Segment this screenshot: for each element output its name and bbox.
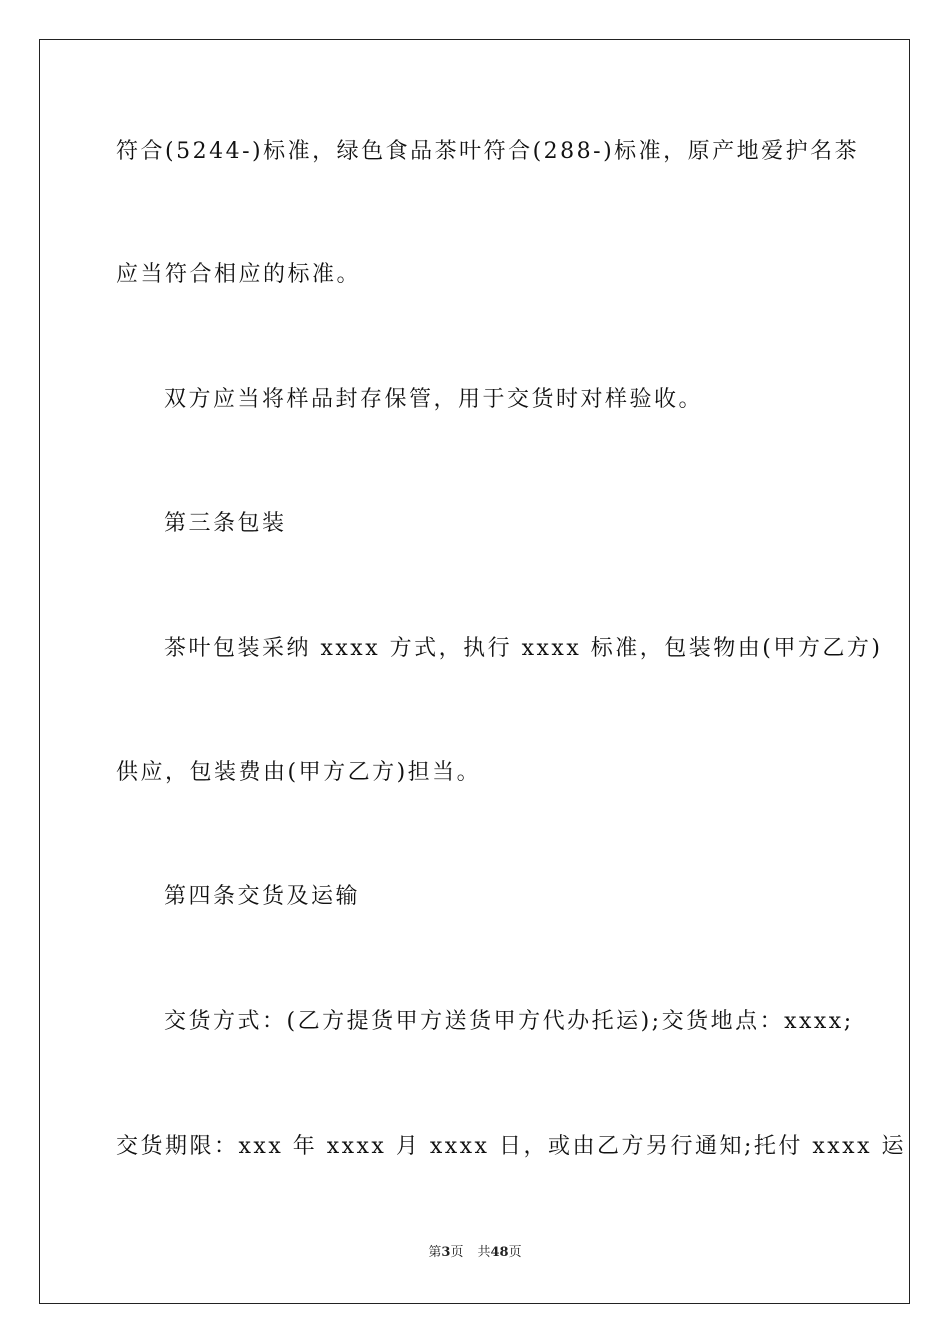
paragraph-line-5: 茶叶包装采纳 xxxx 方式，执行 xxxx 标准，包装物由(甲方乙方) xyxy=(164,636,883,661)
paragraph-line-9: 交货期限：xxx 年 xxxx 月 xxxx 日，或由乙方另行通知;托付 xxxx 运 xyxy=(116,1134,906,1159)
paragraph-line-3: 双方应当将样品封存保管，用于交货时对样验收。 xyxy=(164,387,704,412)
total-pages: 48 xyxy=(490,1245,509,1260)
page-number: 3 xyxy=(441,1245,451,1260)
total-suffix: 页 xyxy=(508,1245,522,1260)
page-border xyxy=(39,39,910,1304)
total-prefix: 共 xyxy=(477,1245,491,1260)
section-heading-packaging: 第三条包装 xyxy=(164,511,287,536)
paragraph-line-2: 应当符合相应的标准。 xyxy=(116,262,362,287)
page-footer xyxy=(0,1244,950,1262)
paragraph-line-8: 交货方式：(乙方提货甲方送货甲方代办托运);交货地点：xxxx; xyxy=(164,1009,854,1034)
paragraph-line-1: 符合(5244-)标准，绿色食品茶叶符合(288-)标准，原产地爱护名茶 xyxy=(116,139,860,164)
page-prefix: 第 xyxy=(428,1245,442,1260)
section-heading-delivery: 第四条交货及运输 xyxy=(164,884,361,909)
page-suffix: 页 xyxy=(450,1245,464,1260)
paragraph-line-6: 供应，包装费由(甲方乙方)担当。 xyxy=(116,760,482,785)
